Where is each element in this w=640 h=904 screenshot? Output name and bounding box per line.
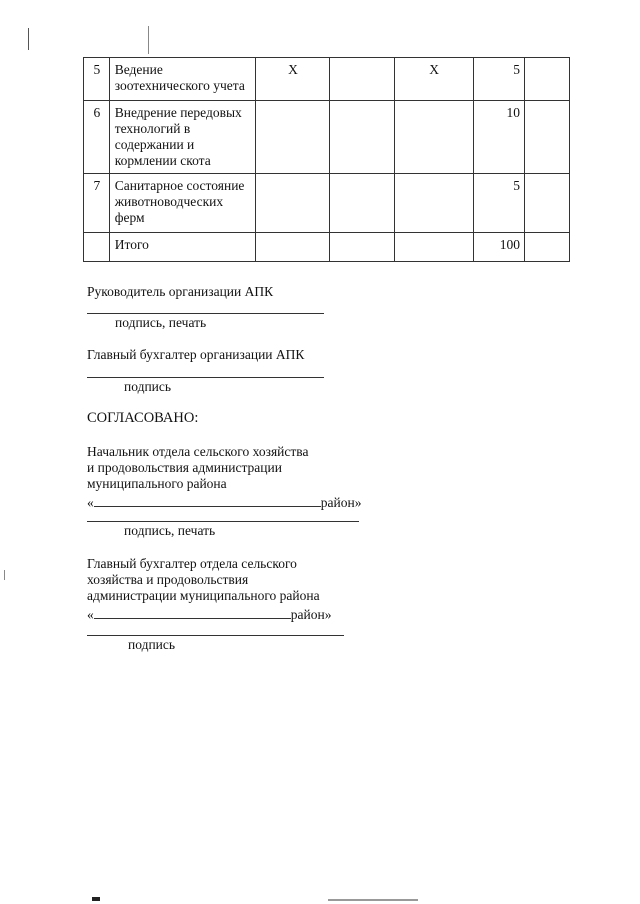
row-name: Итого xyxy=(109,233,255,262)
row-name: Внедрение передовых технологий в содержании и кормлении скота xyxy=(109,101,255,174)
cell: Х xyxy=(394,58,473,101)
scan-mark-bottom xyxy=(92,897,100,901)
table-row-total xyxy=(84,233,570,262)
scan-mark-top xyxy=(148,26,149,54)
row-name: Санитарное состояние животноводческих ферм xyxy=(109,174,255,233)
table-row xyxy=(84,101,570,174)
district-blank xyxy=(94,605,291,619)
cell xyxy=(330,174,394,233)
cell-score: 5 xyxy=(473,174,524,233)
district-label: район» xyxy=(320,495,362,510)
cell-score: 10 xyxy=(473,101,524,174)
dept-head-title-line2: и продовольствия администрации xyxy=(87,460,282,475)
row-name: Ведение зоотехнического учета xyxy=(109,58,255,101)
district-field xyxy=(87,493,361,511)
indicators-table xyxy=(83,57,570,262)
signature-line xyxy=(87,635,344,636)
signature-caption: подпись xyxy=(124,379,172,394)
cell-score: 5 xyxy=(473,58,524,101)
cell xyxy=(330,233,394,262)
dept-accountant-title-line3: администрации муниципального района xyxy=(87,588,320,603)
signature-line xyxy=(87,377,324,378)
table-row xyxy=(84,58,570,101)
cell xyxy=(394,233,473,262)
signature-caption: подпись xyxy=(128,637,176,652)
scan-mark-left xyxy=(28,28,29,50)
cell xyxy=(330,101,394,174)
dept-head-title-line1: Начальник отдела сельского хозяйства xyxy=(87,444,309,459)
district-label: район» xyxy=(290,607,332,622)
cell xyxy=(255,233,329,262)
signature-caption: подпись, печать xyxy=(115,315,207,330)
signature-line xyxy=(87,521,359,522)
row-number xyxy=(84,233,110,262)
cell xyxy=(255,101,329,174)
open-quote: « xyxy=(87,607,94,622)
cell xyxy=(525,101,570,174)
row-number: 5 xyxy=(84,58,110,101)
row-number: 6 xyxy=(84,101,110,174)
cell: Х xyxy=(255,58,329,101)
scan-mark-mid xyxy=(4,570,5,580)
cell xyxy=(255,174,329,233)
head-title: Руководитель организации АПК xyxy=(87,284,274,299)
approved-heading: СОГЛАСОВАНО: xyxy=(87,410,199,426)
cell xyxy=(394,174,473,233)
signature-line xyxy=(87,313,324,314)
signature-caption: подпись, печать xyxy=(124,523,216,538)
cell xyxy=(394,101,473,174)
district-blank xyxy=(94,493,321,507)
cell-score: 100 xyxy=(473,233,524,262)
open-quote: « xyxy=(87,495,94,510)
accountant-title: Главный бухгалтер организации АПК xyxy=(87,347,305,362)
cell xyxy=(525,233,570,262)
dept-head-title-line3: муниципального района xyxy=(87,476,227,491)
dept-accountant-title-line1: Главный бухгалтер отдела сельского xyxy=(87,556,297,571)
table-row xyxy=(84,174,570,233)
cell xyxy=(525,58,570,101)
row-number: 7 xyxy=(84,174,110,233)
dept-accountant-title-line2: хозяйства и продовольствия xyxy=(87,572,249,587)
district-field xyxy=(87,605,331,623)
cell xyxy=(330,58,394,101)
cell xyxy=(525,174,570,233)
scan-mark-bottom-right xyxy=(328,899,418,901)
